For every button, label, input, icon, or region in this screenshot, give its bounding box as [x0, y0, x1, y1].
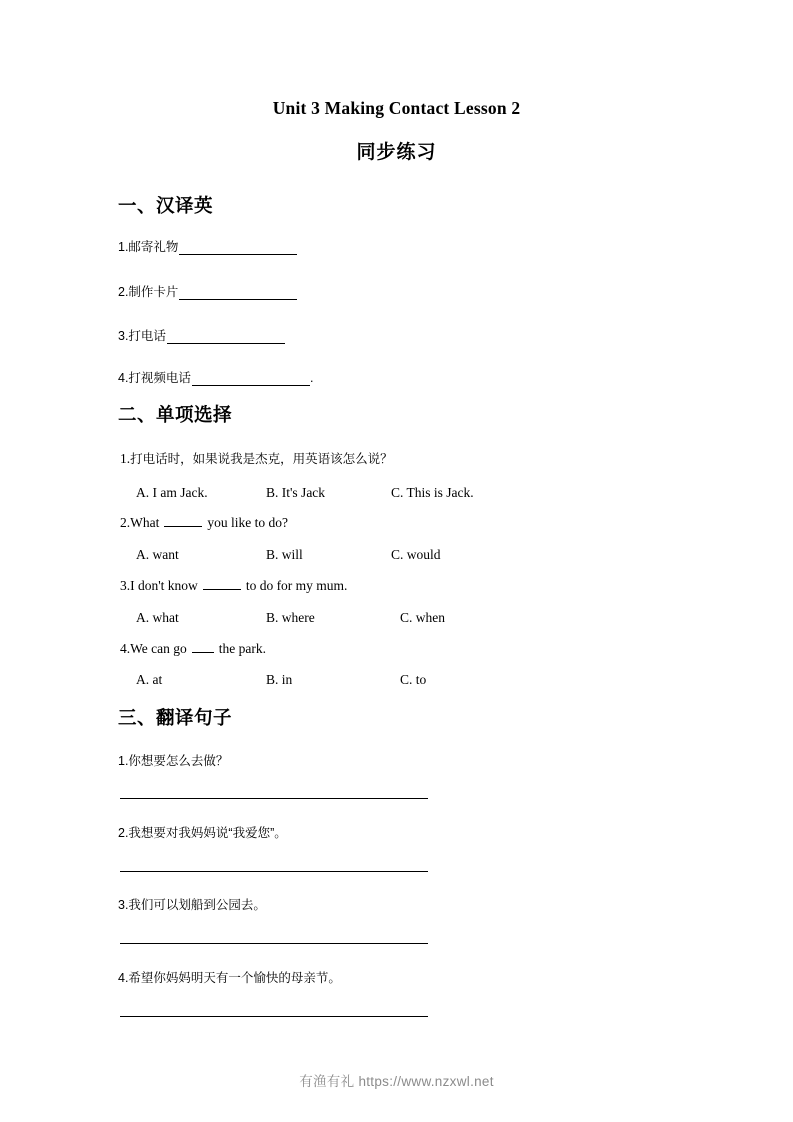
- option-b[interactable]: B. It's Jack: [266, 485, 326, 500]
- option-a[interactable]: A. at: [136, 672, 163, 687]
- question-text-before: What: [130, 515, 160, 530]
- option-c[interactable]: C. to: [400, 672, 427, 687]
- option-row: [0, 610, 793, 628]
- question-text-before: I don't know: [130, 578, 198, 593]
- option-c[interactable]: C. when: [400, 610, 445, 625]
- answer-blank[interactable]: [192, 641, 214, 653]
- answer-blank[interactable]: [167, 330, 285, 344]
- translate-word-row: [118, 328, 285, 344]
- question-text-after: you like to do?: [207, 515, 288, 530]
- option-a[interactable]: A. I am Jack.: [136, 485, 208, 500]
- section-heading-translate-words: 一、汉译英: [118, 195, 214, 216]
- question-stem: [120, 449, 393, 467]
- question-stem: [120, 515, 288, 531]
- question-number: 1.: [120, 451, 131, 466]
- translate-word-row: [118, 284, 297, 300]
- translate-sentence: 3.我们可以划船到公园去。: [118, 898, 266, 912]
- answer-blank[interactable]: [203, 578, 241, 590]
- option-b[interactable]: B. where: [266, 610, 315, 625]
- translate-sentence: 2.我想要对我妈妈说“我爱您”。: [118, 826, 287, 840]
- translate-word-tail: .: [309, 371, 314, 385]
- answer-line[interactable]: [120, 1016, 428, 1017]
- answer-line[interactable]: [120, 943, 428, 944]
- question-text: 打电话时，如果说我是杰克，用英语该怎么说？: [130, 452, 393, 466]
- option-b[interactable]: B. in: [266, 672, 293, 687]
- option-row: [0, 547, 793, 565]
- translate-word-label: 4.打视频电话: [118, 371, 191, 385]
- translate-sentence: 1.你想要怎么去做？: [118, 754, 229, 768]
- translate-word-label: 1.邮寄礼物: [118, 240, 179, 254]
- option-a[interactable]: A. what: [136, 610, 179, 625]
- page-title: Unit 3 Making Contact Lesson 2: [272, 98, 521, 118]
- page-subtitle: 同步练习: [356, 142, 437, 163]
- question-text-after: the park.: [218, 641, 266, 656]
- translate-word-row: [118, 239, 297, 255]
- answer-line[interactable]: [120, 798, 428, 799]
- translate-sentence: 4.希望你妈妈明天有一个愉快的母亲节。: [118, 971, 341, 985]
- question-number: 3.: [120, 578, 131, 593]
- section-heading-translate-sentences: 三、翻译句子: [118, 707, 233, 728]
- question-stem: [120, 641, 266, 657]
- question-stem: [120, 578, 347, 594]
- footer-watermark: 有渔有礼 https://www.nzxwl.net: [299, 1074, 494, 1089]
- option-row: [0, 672, 793, 690]
- answer-blank[interactable]: [179, 241, 297, 255]
- option-c[interactable]: C. This is Jack.: [391, 485, 474, 500]
- answer-blank[interactable]: [192, 372, 310, 386]
- translate-word-row: [118, 370, 313, 386]
- section-heading-multiple-choice: 二、单项选择: [118, 404, 233, 425]
- answer-blank[interactable]: [179, 286, 297, 300]
- answer-blank[interactable]: [164, 515, 202, 527]
- question-text-before: We can go: [130, 641, 187, 656]
- translate-word-label: 3.打电话: [118, 329, 166, 343]
- question-number: 2.: [120, 515, 131, 530]
- option-b[interactable]: B. will: [266, 547, 303, 562]
- option-c[interactable]: C. would: [391, 547, 441, 562]
- answer-line[interactable]: [120, 871, 428, 872]
- question-text-after: to do for my mum.: [245, 578, 348, 593]
- option-a[interactable]: A. want: [136, 547, 179, 562]
- translate-word-label: 2.制作卡片: [118, 285, 179, 299]
- question-number: 4.: [120, 641, 131, 656]
- option-row: [0, 485, 793, 503]
